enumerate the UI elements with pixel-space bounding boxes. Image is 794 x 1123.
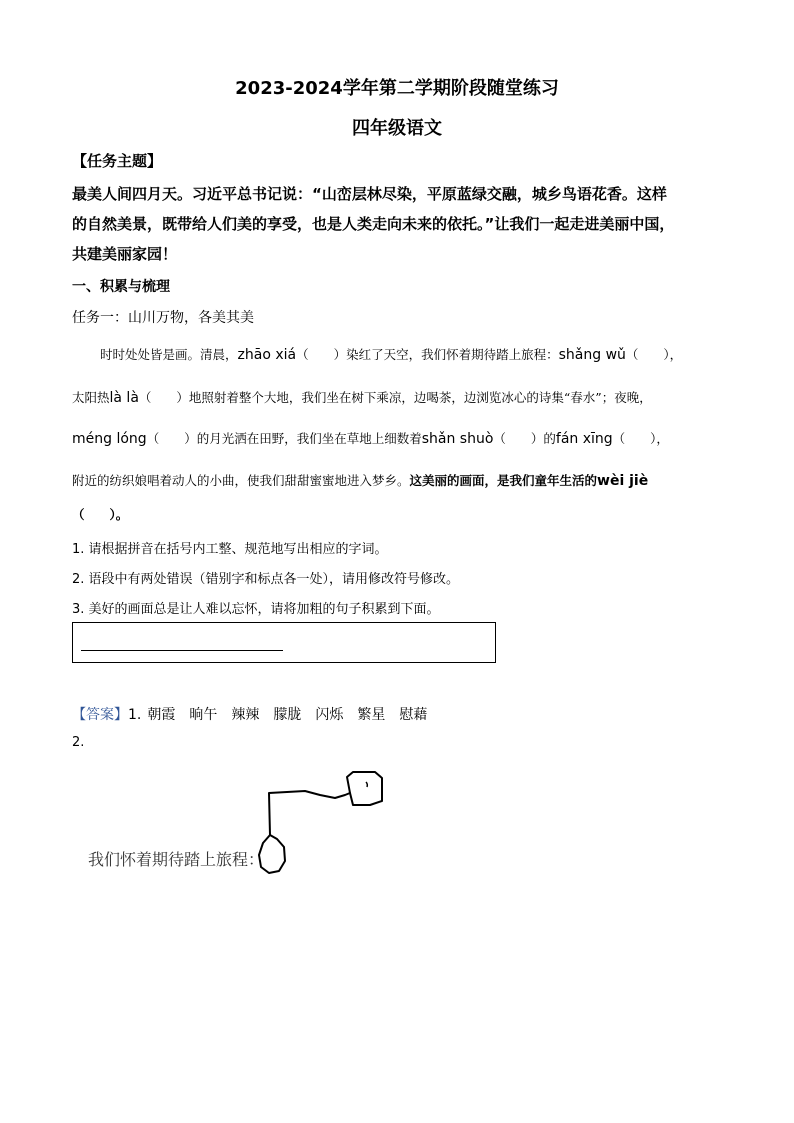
pinyin: là là xyxy=(109,390,139,406)
pinyin: wèi jiè xyxy=(597,473,649,489)
answer-item-2: 2. xyxy=(72,735,85,750)
passage-text: （ ）染红了天空，我们怀着期待踏上旅程： xyxy=(296,347,559,362)
passage-text: （ ）的月光洒在田野，我们坐在草地上细数着 xyxy=(146,431,422,446)
theme-label: 【任务主题】 xyxy=(72,152,163,170)
passage-line-2 xyxy=(72,387,652,406)
passage-text: （ ）， xyxy=(612,431,669,446)
passage-text: 附近的纺织娘唱着动人的小曲，使我们甜甜蜜蜜地进入梦乡。 xyxy=(72,473,410,488)
passage-line-3 xyxy=(72,428,669,447)
answer-word: 朝霞 xyxy=(147,707,176,723)
passage-bold-text: 这美丽的画面，是我们童年生活的 xyxy=(409,473,598,488)
answer-box[interactable] xyxy=(72,622,496,663)
pinyin: méng lóng xyxy=(72,431,147,447)
passage-text: （ ）的 xyxy=(493,431,556,446)
answer-word: 闪烁 xyxy=(315,707,344,723)
passage-text: （ ）， xyxy=(625,347,683,362)
passage-line-4 xyxy=(72,470,648,489)
answer-tag: 【答案】 xyxy=(72,707,128,723)
answer-word: 慰藉 xyxy=(399,707,428,723)
page-subtitle: 四年级语文 xyxy=(352,118,442,139)
answer-word: 朦胧 xyxy=(273,707,302,723)
answer-line xyxy=(81,650,283,651)
pinyin: shǎn shuò xyxy=(421,431,494,447)
question-2: 2. 语段中有两处错误（错别字和标点各一处），请用修改符号修改。 xyxy=(72,572,460,587)
correction-mark-drawing xyxy=(250,765,400,880)
answer-words xyxy=(147,707,441,723)
section-heading: 一、积累与梳理 xyxy=(72,279,170,295)
theme-line-2: 的自然美景，既带给人们美的享受，也是人类走向未来的依托。”让我们一起走进美丽中国， xyxy=(72,215,675,233)
answer-word: 辣辣 xyxy=(231,707,260,723)
answer-prefix: 1. xyxy=(128,707,142,723)
task-heading: 任务一：山川万物，各美其美 xyxy=(72,310,254,326)
question-1: 1. 请根据拼音在括号内工整、规范地写出相应的字词。 xyxy=(72,542,388,557)
passage-text: （ ）地照射着整个大地，我们坐在树下乘凉，边喝茶，边浏览冰心的诗集“春水”；夜晚， xyxy=(138,390,652,405)
pinyin: fán xīng xyxy=(555,431,613,447)
passage-line-5: （ ）。 xyxy=(72,507,129,522)
page-title: 2023-2024学年第二学期阶段随堂练习 xyxy=(235,78,559,99)
correction-sentence: 我们怀着期待踏上旅程： xyxy=(88,850,265,869)
answer-row xyxy=(72,704,441,724)
passage-line-1 xyxy=(100,344,682,363)
passage-text: 太阳热 xyxy=(72,390,110,405)
passage-text: 时时处处皆是画。清晨， xyxy=(100,347,238,362)
pinyin: shǎng wǔ xyxy=(558,347,626,363)
question-3: 3. 美好的画面总是让人难以忘怀，请将加粗的句子积累到下面。 xyxy=(72,602,440,617)
theme-line-1: 最美人间四月天。习近平总书记说：“山峦层林尽染，平原蓝绿交融，城乡鸟语花香。这样 xyxy=(72,185,667,203)
answer-word: 晌午 xyxy=(189,707,218,723)
pinyin: zhāo xiá xyxy=(237,347,297,363)
theme-line-3: 共建美丽家园！ xyxy=(72,245,178,263)
answer-word: 繁星 xyxy=(357,707,386,723)
